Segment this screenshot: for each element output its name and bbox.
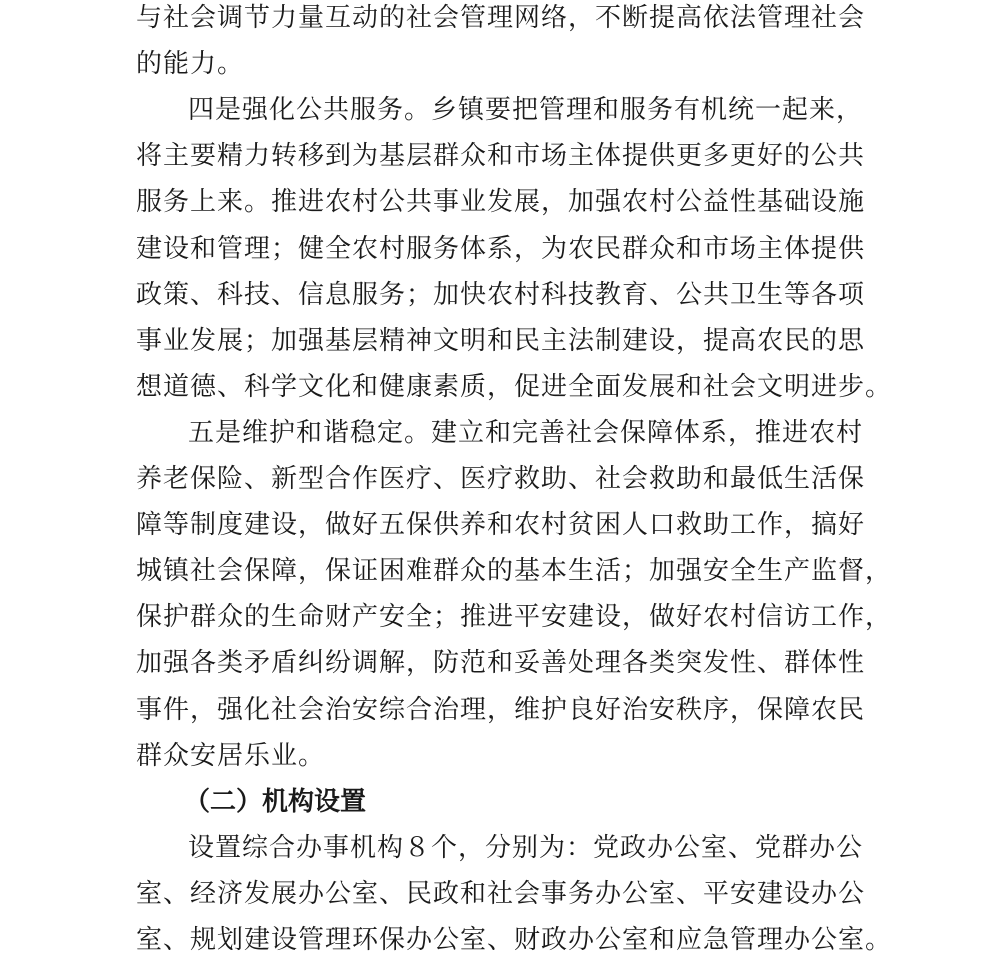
paragraph-line: 室、经济发展办公室、民政和社会事务办公室、平安建设办公 xyxy=(136,879,866,909)
paragraph-line: 城镇社会保障，保证困难群众的基本生活；加强安全生产监督， xyxy=(136,556,893,586)
paragraph-line: 将主要精力转移到为基层群众和市场主体提供更多更好的公共 xyxy=(136,141,866,171)
paragraph-line: 服务上来。推进农村公共事业发展，加强农村公益性基础设施 xyxy=(136,187,866,217)
paragraph-line: 与社会调节力量互动的社会管理网络，不断提高依法管理社会 xyxy=(136,3,866,33)
paragraph-line: 保护群众的生命财产安全；推进平安建设，做好农村信访工作， xyxy=(136,602,893,632)
paragraph-line: 养老保险、新型合作医疗、医疗救助、社会救助和最低生活保 xyxy=(136,464,866,494)
paragraph-line: 障等制度建设，做好五保供养和农村贫困人口救助工作，搞好 xyxy=(136,510,866,540)
paragraph-line: 想道德、科学文化和健康素质，促进全面发展和社会文明进步。 xyxy=(136,372,893,402)
section-heading: （二）机构设置 xyxy=(184,787,367,817)
paragraph-line: 五是维护和谐稳定。建立和完善社会保障体系，推进农村 xyxy=(188,418,864,448)
paragraph-line: 政策、科技、信息服务；加快农村科技教育、公共卫生等各项 xyxy=(136,280,866,310)
paragraph-line: 群众安居乐业。 xyxy=(136,741,326,771)
paragraph-line: 设置综合办事机构８个，分别为：党政办公室、党群办公 xyxy=(188,833,864,863)
paragraph-line: 事件，强化社会治安综合治理，维护良好治安秩序，保障农民 xyxy=(136,695,866,725)
paragraph-line: 事业发展；加强基层精神文明和民主法制建设，提高农民的思 xyxy=(136,326,866,356)
paragraph-line: 四是强化公共服务。乡镇要把管理和服务有机统一起来， xyxy=(188,95,864,125)
paragraph-line: 室、规划建设管理环保办公室、财政办公室和应急管理办公室。 xyxy=(136,925,893,955)
paragraph-line: 的能力。 xyxy=(136,49,245,79)
paragraph-line: 建设和管理；健全农村服务体系，为农民群众和市场主体提供 xyxy=(136,234,866,264)
paragraph-line: 加强各类矛盾纠纷调解，防范和妥善处理各类突发性、群体性 xyxy=(136,648,866,678)
